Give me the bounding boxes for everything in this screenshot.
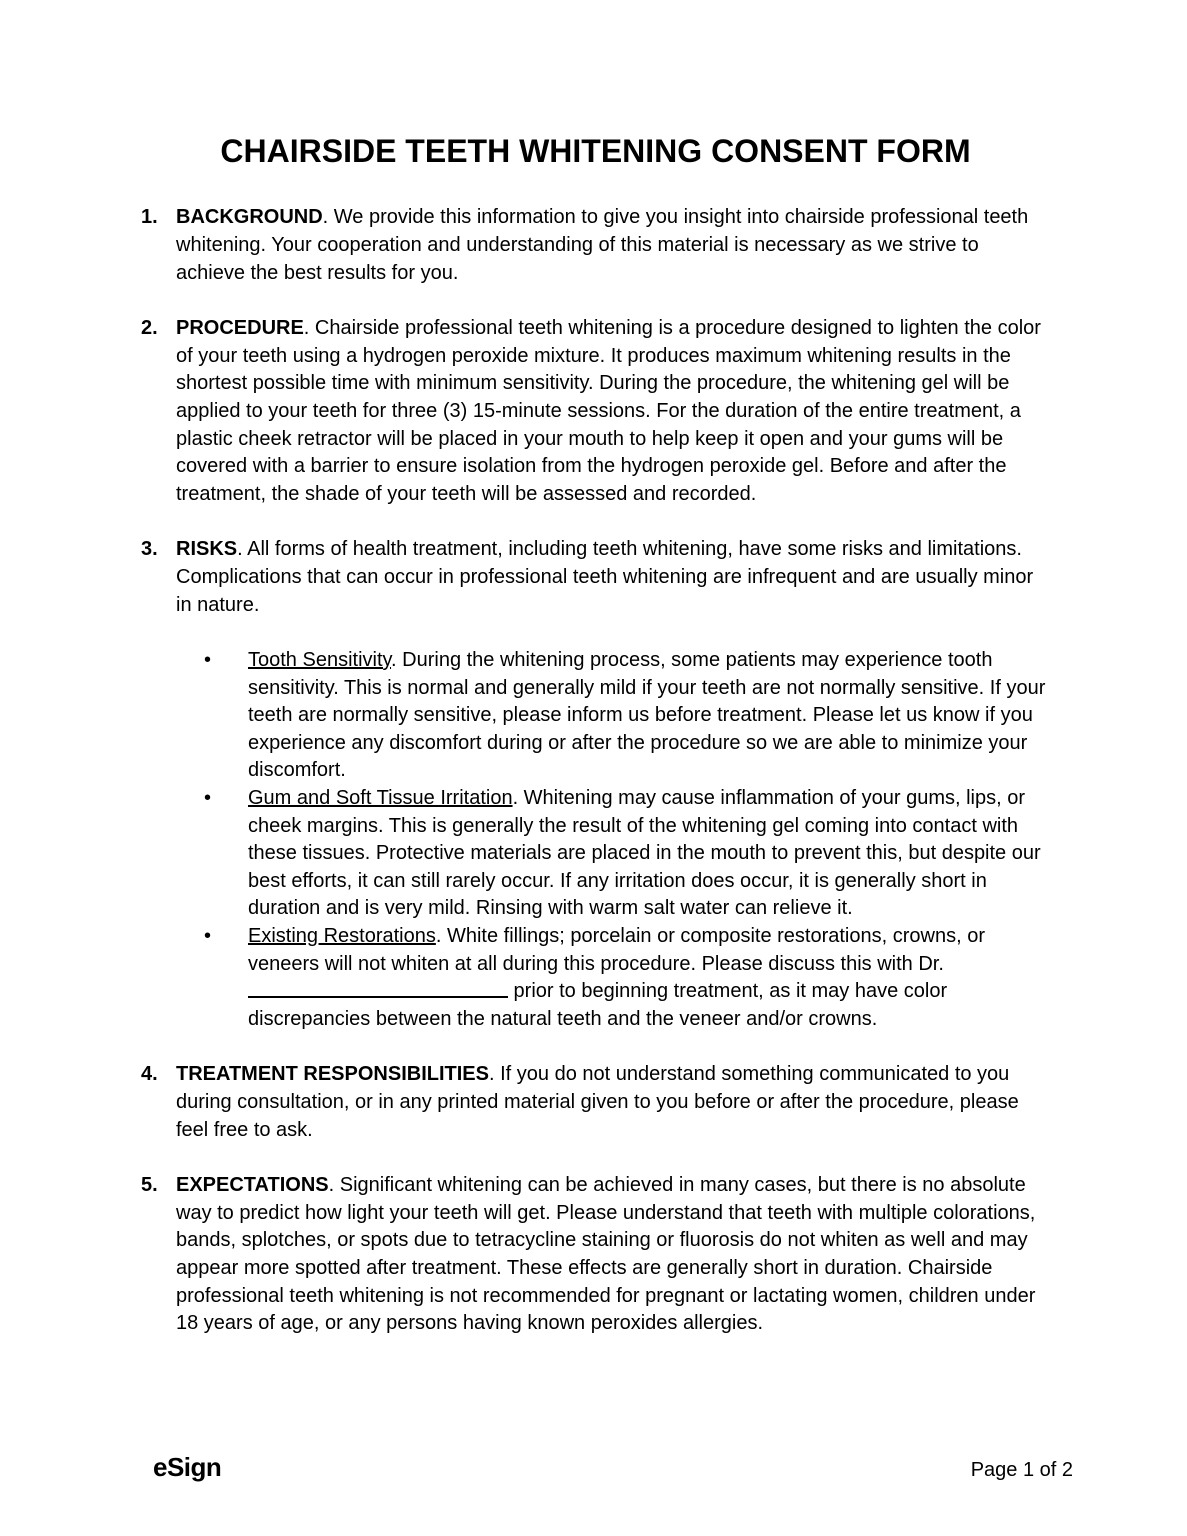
section-number: 1. — [141, 206, 158, 229]
risk-bullet-gum-soft-tissue-irritation — [204, 785, 1050, 923]
section-text: . We provide this information to give you insight into chairside professional teeth whitening. Your cooperation and understanding of this material is necessary as we strive to achieve the best results for you. — [176, 206, 1029, 284]
bullet-lead: Tooth Sensitivity — [248, 649, 392, 672]
section-heading: TREATMENT RESPONSIBILITIES — [176, 1063, 489, 1086]
bullet-text: . White fillings; porcelain or composite restorations, crowns, or veneers will not whiten at all during this procedure. Please discuss this with Dr. — [248, 925, 985, 975]
section-number: 2. — [141, 317, 158, 340]
section-body — [176, 1061, 1050, 1144]
section-treatment-responsibilities — [141, 1061, 1050, 1144]
doctor-name-blank[interactable] — [248, 996, 508, 998]
section-body — [176, 204, 1050, 287]
section-body — [176, 536, 1050, 619]
risk-bullet-existing-restorations — [204, 923, 1050, 1033]
risk-bullet-list — [204, 647, 1050, 1033]
bullet-text: prior to beginning treatment, as it may have color discrepancies between the natural teeth and the veneer and/or crowns. — [248, 980, 948, 1030]
section-body — [176, 1172, 1050, 1338]
section-body — [176, 315, 1050, 508]
section-number: 4. — [141, 1063, 158, 1086]
section-expectations — [141, 1172, 1050, 1338]
risk-bullet-tooth-sensitivity — [204, 647, 1050, 785]
section-text: . All forms of health treatment, including teeth whitening, have some risks and limitations. Complications that can occur in professional teeth whitening are infrequent and are usually minor in nature. — [176, 538, 1034, 616]
bullet-text: . Whitening may cause inflammation of your gums, lips, or cheek margins. This is generally the result of the whitening gel coming into contact with these tissues. Protective materials are placed in the mouth to prevent this, but despite our best efforts, it can still rarely occur. If any irritation does occur, it is generally short in duration and is very mild. Rinsing with warm salt water can relieve it. — [248, 787, 1041, 920]
bullet-text: . During the whitening process, some patients may experience tooth sensitivity. This is normal and generally mild if your teeth are not normally sensitive. If your teeth are normally sensitive, please inform us before treatment. Please let us know if you experience any discomfort during or after the procedure so we are able to minimize your discomfort. — [248, 649, 1046, 782]
section-heading: PROCEDURE — [176, 317, 304, 340]
section-background — [141, 204, 1050, 287]
section-number: 5. — [141, 1174, 158, 1197]
bullet-lead: Gum and Soft Tissue Irritation — [248, 787, 513, 810]
section-heading: EXPECTATIONS — [176, 1174, 329, 1197]
page-title: CHAIRSIDE TEETH WHITENING CONSENT FORM — [220, 133, 971, 169]
section-procedure — [141, 315, 1050, 508]
section-risks — [141, 536, 1050, 619]
section-text: . Significant whitening can be achieved in many cases, but there is no absolute way to predict how light your teeth will get. Please understand that teeth with multiple colorations, bands, splotches, or spots due to tetracycline staining or fluorosis do not whiten as well and may appear more spotted after treatment. These effects are generally short in duration. Chairside professional teeth whitening is not recommended for pregnant or lactating women, children under 18 years of age, or any persons having known peroxides allergies. — [176, 1174, 1036, 1335]
section-heading: RISKS — [176, 538, 238, 561]
section-text: . Chairside professional teeth whitening is a procedure designed to lighten the color of your teeth using a hydrogen peroxide mixture. It produces maximum whitening results in the shortest possible time with minimum sensitivity. During the procedure, the whitening gel will be applied to your teeth for three (3) 15-minute sessions. For the duration of the entire treatment, a plastic cheek retractor will be placed in your mouth to help keep it open and your gums will be covered with a barrier to ensure isolation from the hydrogen peroxide gel. Before and after the treatment, the shade of your teeth will be assessed and recorded. — [176, 317, 1041, 505]
section-number: 3. — [141, 538, 158, 561]
bullet-lead: Existing Restorations — [248, 925, 436, 948]
page-footer — [153, 1452, 1073, 1483]
section-heading: BACKGROUND — [176, 206, 323, 229]
section-text: . If you do not understand something communicated to you during consultation, or in any printed material given to you before or after the procedure, please feel free to ask. — [176, 1063, 1019, 1141]
page-indicator: Page 1 of 2 — [970, 1459, 1073, 1481]
esign-logo: eSign — [153, 1452, 222, 1482]
